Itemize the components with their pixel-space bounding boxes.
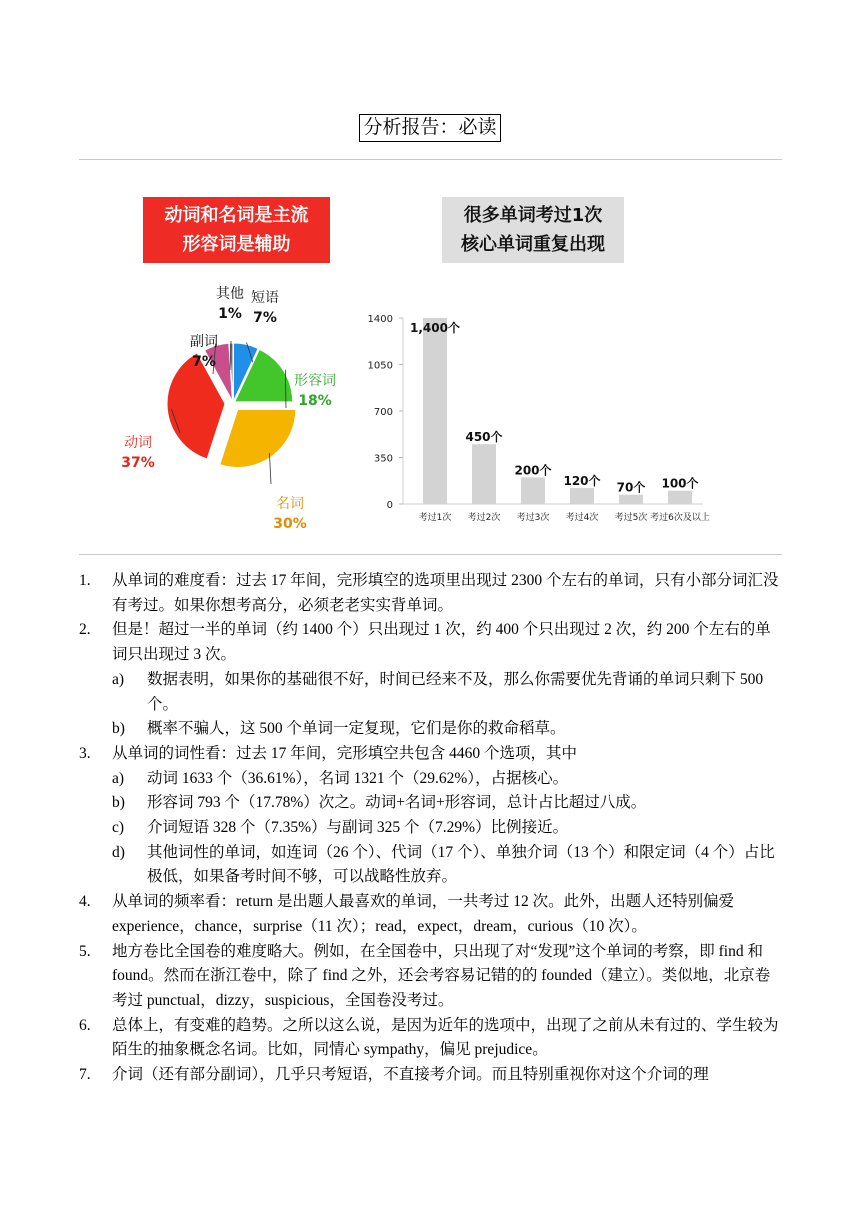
pie-category-label: 短语 — [251, 290, 279, 306]
list-subitem-letter: a) — [112, 769, 125, 787]
x-category-label: 考过4次 — [565, 513, 599, 523]
bar-data-label: 200个 — [514, 463, 552, 478]
list-item-number: 1. — [79, 572, 91, 589]
bar-data-label: 1,400个 — [410, 321, 460, 335]
pie-category-label: 动词 — [124, 435, 152, 451]
y-tick-label: 1400 — [367, 314, 393, 325]
list-item-text: 从单词的词性看：过去 17 年间，完形填空共包含 4460 个选项，其中 — [112, 744, 578, 762]
list-item-text: 介词（还有部分副词），几乎只考短语，不直接考介词。而且特别重视你对这个介词的理 — [112, 1066, 709, 1084]
y-tick-label: 700 — [373, 407, 393, 418]
list-subitem-text: 介词短语 328 个（7.35%）与副词 325 个（7.29%）比例接近。 — [147, 819, 569, 837]
list-item — [79, 1014, 785, 1063]
bar — [472, 444, 496, 504]
x-category-label: 考过1次 — [418, 513, 452, 523]
list-subitem-letter: c) — [112, 819, 125, 837]
list-item-number: 6. — [79, 1016, 91, 1034]
x-category-label: 考过5次 — [614, 513, 648, 523]
list-subitem-text: 数据表明，如果你的基础很不好，时间已经来不及，那么你需要优先背诵的单词只剩下 500 个。 — [147, 670, 764, 713]
bar — [619, 495, 643, 504]
pie-slice — [220, 409, 296, 467]
list-item — [79, 940, 785, 1014]
list-subitem — [79, 841, 785, 890]
x-category-label: 考过2次 — [467, 513, 501, 523]
list-subitem-text: 概率不骗人，这 500 个单词一定复现，它们是你的救命稻草。 — [147, 720, 566, 738]
list-subitem-letter: a) — [112, 670, 125, 688]
list-subitem-letter: b) — [112, 720, 125, 738]
bottom-divider — [79, 554, 782, 555]
list-item-number: 5. — [79, 942, 91, 960]
list-subitem-text: 动词 1633 个（36.61%），名词 1321 个（29.62%），占据核心。 — [147, 769, 569, 787]
list-subitem — [79, 816, 785, 841]
list-item-number: 4. — [79, 893, 91, 911]
bar-banner-line-2: 核心单词重复出现 — [461, 234, 605, 255]
list-item — [79, 1063, 785, 1088]
list-subitem — [79, 717, 785, 742]
bar-banner-line-1: 很多单词考过1次 — [463, 205, 603, 226]
pie-chart — [100, 270, 360, 545]
list-item-number: 2. — [79, 621, 91, 639]
analysis-list — [79, 569, 785, 1088]
pie-category-label: 形容词 — [294, 373, 336, 389]
pie-percent-label: 1% — [218, 306, 242, 322]
list-item — [79, 890, 785, 939]
bar-banner — [442, 197, 624, 263]
x-category-label: 考过3次 — [516, 513, 550, 523]
pie-percent-label: 7% — [253, 310, 277, 326]
list-subitem-letter: d) — [112, 843, 125, 861]
pie-category-label: 名词 — [276, 496, 304, 512]
list-item-text: 但是！超过一半的单词（约 1400 个）只出现过 1 次，约 400 个只出现过 2 次，约 200 个左右的单词只出现过 3 次。 — [112, 621, 771, 664]
list-subitem-text: 形容词 793 个（17.78%）次之。动词+名词+形容词，总计占比超过八成。 — [147, 794, 647, 812]
list-item — [79, 742, 785, 767]
pie-category-label: 副词 — [190, 334, 218, 350]
list-item-text: 从单词的难度看：过去 17 年间，完形填空的选项里出现过 2300 个左右的单词，只有小部分词汇没有考过。如果你想考高分，必须老老实实背单词。 — [112, 572, 779, 614]
bar-data-label: 100个 — [661, 476, 699, 491]
list-item-text: 地方卷比全国卷的难度略大。例如，在全国卷中，只出现了对“发现”这个单词的考察，即 find 和 found。然而在浙江卷中，除了 find 之外，还会考容易记错的的 founded（建立）。类似地，北京卷考过 punctual，dizzy，suspicious，全国卷没考过。 — [112, 942, 771, 1009]
bar-chart — [355, 300, 710, 530]
y-tick-label: 350 — [373, 453, 393, 465]
bar-data-label: 450个 — [465, 430, 503, 445]
bar-data-label: 70个 — [616, 480, 646, 495]
bar — [521, 477, 545, 504]
pie-banner-line-2: 形容词是辅助 — [182, 234, 291, 255]
title-wrap — [0, 114, 860, 142]
bar — [570, 488, 594, 504]
bar — [423, 318, 447, 504]
list-subitem — [79, 791, 785, 816]
top-divider — [79, 159, 782, 160]
list-item-number: 7. — [79, 1066, 91, 1084]
y-tick-label: 0 — [386, 500, 393, 511]
bar — [668, 491, 692, 504]
list-item-text: 从单词的频率看：return 是出题人最喜欢的单词，一共考过 12 次。此外，出题人还特别偏爱 experience，chance，surprise（11 次）；read，expect，dream，curious（10 次）。 — [112, 893, 735, 935]
bar-data-label: 120个 — [563, 474, 601, 489]
pie-percent-label: 18% — [298, 393, 332, 409]
pie-banner-line-1: 动词和名词是主流 — [164, 205, 309, 226]
list-subitem — [79, 668, 785, 717]
list-item-text: 总体上，有变难的趋势。之所以这么说，是因为近年的选项中，出现了之前从未有过的、学生较为陌生的抽象概念名词。比如，同情心 sympathy，偏见 prejudice。 — [112, 1016, 779, 1059]
pie-percent-label: 7% — [192, 354, 216, 370]
x-category-label: 考过6次及以上 — [650, 513, 710, 523]
pie-percent-label: 30% — [273, 516, 307, 532]
list-subitem-letter: b) — [112, 794, 125, 812]
list-item — [79, 569, 785, 618]
list-subitem — [79, 767, 785, 792]
pie-banner — [143, 197, 330, 263]
page-title: 分析报告：必读 — [359, 114, 500, 142]
pie-percent-label: 37% — [121, 455, 155, 471]
list-subitem-text: 其他词性的单词，如连词（26 个）、代词（17 个）、单独介词（13 个）和限定词（4 个）占比极低，如果备考时间不够，可以战略性放弃。 — [147, 843, 775, 886]
list-item — [79, 618, 785, 667]
list-item-number: 3. — [79, 744, 91, 762]
y-tick-label: 1050 — [367, 360, 393, 372]
pie-category-label: 其他 — [216, 286, 244, 302]
